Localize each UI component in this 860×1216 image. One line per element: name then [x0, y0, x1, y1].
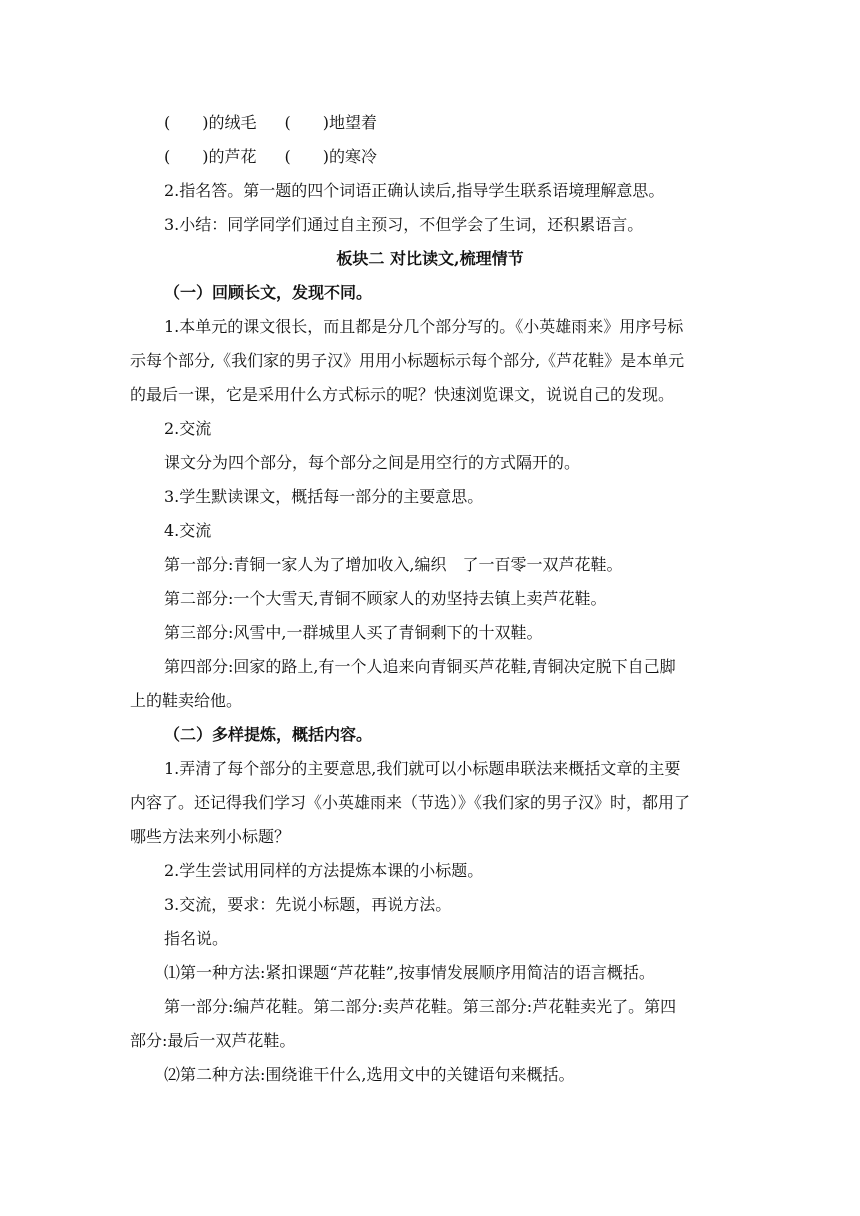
paragraph-line: 4.交流 — [164, 521, 212, 540]
paragraph-line: 3.小结：同学同学们通过自主预习，不但学会了生词，还积累语言。 — [164, 215, 644, 234]
fill-blank-row — [130, 140, 730, 174]
paragraph-line: 2.指名答。第一题的四个词语正确认读后,指导学生联系语境理解意思。 — [164, 181, 665, 200]
paragraph-line: 2.学生尝试用同样的方法提炼本课的小标题。 — [164, 861, 484, 880]
paragraph-line: 第四部分:回家的路上,有一个人追来向青铜买芦花鞋,青铜决定脱下自己脚 — [164, 657, 676, 676]
paragraph-line: 第二部分:一个大雪天,青铜不顾家人的劝坚持去镇上卖芦花鞋。 — [164, 589, 607, 608]
fill-blank-row — [130, 106, 730, 140]
paragraph-line: 第一部分:青铜一家人为了增加收入,编织 了一百零一双芦花鞋。 — [164, 555, 623, 574]
section-title: 板块二 对比读文,梳理情节 — [336, 249, 524, 268]
paragraph-line: 上的鞋卖给他。 — [130, 691, 243, 710]
paragraph-line: 3.学生默读课文，概括每一部分的主要意思。 — [164, 487, 484, 506]
paragraph-line: 第一部分:编芦花鞋。第二部分:卖芦花鞋。第三部分:芦花鞋卖光了。第四 — [164, 997, 677, 1016]
subheading: （一）回顾长文，发现不同。 — [164, 283, 373, 302]
paragraph-line: 示每个部分,《我们家的男子汉》用用小标题标示每个部分,《芦花鞋》是本单元 — [130, 351, 685, 370]
fill-blank-item: ( )的寒冷 — [284, 147, 377, 166]
paragraph-line: 内容了。还记得我们学习《小英雄雨来（节选）》《我们家的男子汉》时，都用了 — [130, 793, 691, 812]
paragraph-line: 1.本单元的课文很长，而且都是分几个部分写的。《小英雄雨来》用序号标 — [164, 317, 684, 336]
paragraph-line: ⑵第二种方法:围绕谁干什么,选用文中的关键语句来概括。 — [164, 1065, 575, 1084]
paragraph-line: 1.弄清了每个部分的主要意思,我们就可以小标题串联法来概括文章的主要 — [164, 759, 681, 778]
paragraph-line: 哪些方法来列小标题？ — [130, 827, 291, 846]
fill-blank-item: ( )的芦花 — [164, 147, 257, 166]
paragraph-line: 第三部分:风雪中,一群城里人买了青铜剩下的十双鞋。 — [164, 623, 543, 642]
paragraph-line: 3.交流，要求：先说小标题，再说方法。 — [164, 895, 452, 914]
subheading: （二）多样提炼，概括内容。 — [164, 725, 373, 744]
paragraph-line: 部分:最后一双芦花鞋。 — [130, 1031, 296, 1050]
paragraph-line: 课文分为四个部分，每个部分之间是用空行的方式隔开的。 — [164, 453, 581, 472]
fill-blank-item: ( )的绒毛 — [164, 113, 257, 132]
paragraph-line: 2.交流 — [164, 419, 212, 438]
paragraph-line: ⑴第一种方法:紧扣课题“芦花鞋”,按事情发展顺序用简洁的语言概括。 — [164, 963, 655, 982]
paragraph-line: 指名说。 — [164, 929, 229, 948]
document-body — [130, 106, 730, 1092]
paragraph-line: 的最后一课，它是采用什么方式标示的呢？快速浏览课文，说说自己的发现。 — [130, 385, 675, 404]
fill-blank-item: ( )地望着 — [284, 113, 377, 132]
